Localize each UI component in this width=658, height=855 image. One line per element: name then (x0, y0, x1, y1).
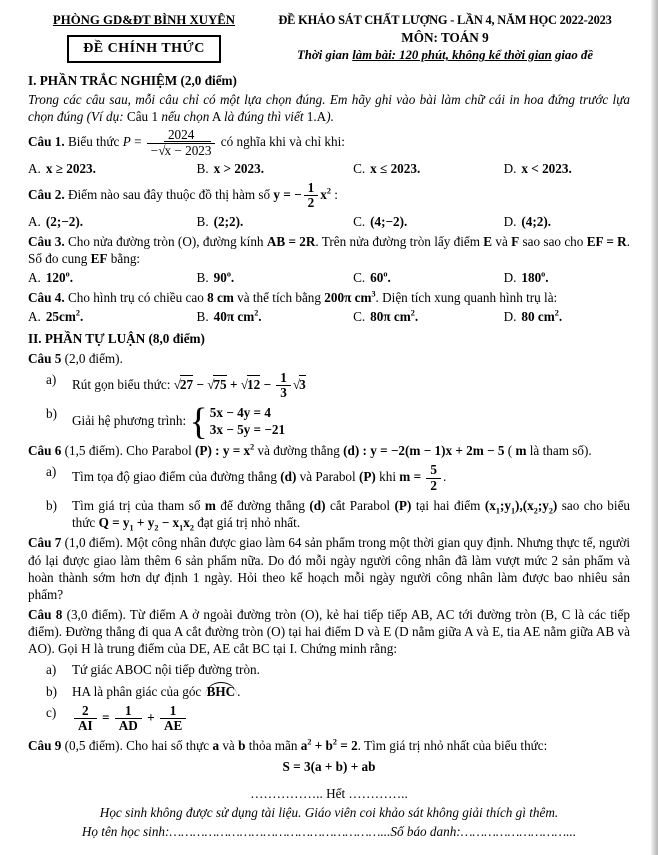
subitem-content: $\frac{2}{AI}$ = $\frac{1}{AD}$ + $\frac{1}{AE}$ (72, 704, 630, 734)
option-value: x ≤ 2023. (370, 161, 421, 177)
option-value: $25cm^2$. (45, 308, 84, 325)
option-value: 120$^o$. (45, 269, 73, 286)
question-1-options (28, 160, 630, 177)
subitem-marker: a) (46, 464, 57, 480)
question-5b (46, 400, 630, 443)
option-letter: B. (196, 161, 209, 177)
question-1-option-a (28, 160, 197, 177)
option-value: 40π $cm^2$. (213, 308, 262, 325)
header-right (260, 12, 630, 64)
exam-title: ĐỀ KHẢO SÁT CHẤT LƯỢNG - LẦN 4, NĂM HỌC 2022-2023 (278, 13, 612, 27)
question-1-option-b (197, 160, 354, 177)
option-letter: D. (503, 309, 517, 325)
question-6: Câu 6 (1,5 điểm). Cho Parabol (P) : $y = x^2$ và đường thẳng (d) : y = −2(m − 1)x + 2m − 5 ( m là tham số). (28, 442, 592, 458)
option-letter: C. (353, 161, 366, 177)
option-letter: A. (28, 270, 41, 286)
question-2-option-b (197, 213, 354, 230)
section-1-intro: Trong các câu sau, mỗi câu chỉ có một lựa chọn đúng. Em hãy ghi vào bài làm chữ cái in hoa đứng trước lựa chọn đúng (Ví dụ: Câu 1 nếu chọn A là đúng thì viết 1.A). (28, 92, 630, 125)
footer-name-line: Họ tên học sinh:………………………………………………...Số báo danh:………………………... (81, 824, 577, 840)
subitem-content: HA là phân giác của góc BHC . (72, 683, 241, 699)
subitem-marker: b) (46, 683, 57, 699)
option-value: (2;−2). (45, 213, 84, 229)
question-1-option-c (353, 160, 504, 177)
option-value: 60$^o$. (370, 269, 391, 286)
footer-note: Học sinh không được sử dụng tài liệu. Giáo viên coi khảo sát không giải thích gì thêm. (99, 805, 559, 821)
question-3-options (28, 269, 630, 286)
question-1: Câu 1. Biểu thức P = $\frac{2024}{-√x - 2023}$ có nghĩa khi và chỉ khi: (28, 127, 345, 158)
question-2-options (28, 213, 630, 230)
option-value: (2;2). (213, 213, 244, 229)
question-8: Câu 8 (3,0 điểm). Từ điểm A ở ngoài đường tròn (O), kẻ hai tiếp tiếp AB, AC tới đường tròn (B, C là các tiếp điểm). Đường thẳng đi qua A cắt đường tròn (O) tại hai điểm D và E (D nằm giữa A và E, tia AE nằm giữa AB và AO). Gọi H là trung điểm của DE, AE cắt BC tại I. Chứng minh rằng: (28, 607, 630, 657)
question-6a (46, 463, 630, 493)
question-7: Câu 7 (1,0 điểm). Một công nhân được giao làm 64 sản phẩm trong một thời gian quy định. Nhưng thực tế, người đó lại được giao làm thêm 6 sản phẩm nữa. Do đó mỗi ngày người công nhân đã làm vượt mức 2 sản phẩm và hoàn thành sớm hơn dự định 1 ngày. Hỏi theo kế hoạch mỗi ngày người công nhân làm được bao nhiêu sản phẩm? (28, 535, 630, 602)
subitem-marker: a) (46, 371, 57, 387)
question-8c (46, 704, 630, 734)
question-5a (46, 371, 630, 401)
option-value: x < 2023. (521, 161, 572, 177)
subitem-content: Giải hệ phương trình: { 5x − 4y = 4 3x − 5y = −21 (72, 400, 286, 443)
question-2-option-d (504, 213, 630, 230)
official-exam-box (67, 35, 221, 63)
option-letter: D. (503, 161, 517, 177)
question-2: Câu 2. Điểm nào sau đây thuộc đồ thị hàm số y = − $\frac{1}{2}$ $x^2$ : (28, 179, 338, 211)
option-value: (4;2). (521, 213, 552, 229)
question-9-formula: S = 3(a + b) + ab (282, 758, 376, 774)
question-3-option-c (353, 269, 504, 286)
subitem-marker: c) (46, 704, 57, 720)
option-letter: B. (196, 270, 209, 286)
exam-subject: MÔN: TOÁN 9 (401, 30, 489, 46)
subitem-content: Tìm giá trị của tham số m để đường thẳng (d) cắt Parabol (P) tại hai điểm $(x_1;y_1),(x_2;y_2)$ sao cho biểu thức $Q = y_1 + y_2 - x_1x_2$ đạt giá trị nhỏ nhất. (72, 498, 631, 533)
question-4-option-d (504, 308, 630, 325)
option-letter: D. (503, 270, 517, 286)
option-value: (4;−2). (370, 213, 408, 229)
question-3: Câu 3. Cho nửa đường tròn (O), đường kính AB = 2R. Trên nửa đường tròn lấy điểm E và F sao sao cho EF = R. Số đo cung EF bằng: (28, 233, 631, 266)
subitem-content: Rút gọn biểu thức: √27 − √75 + √12 − $\frac{1}{3}$ √3 (72, 369, 306, 401)
footer-het: …………….. Hết ………….. (250, 786, 408, 802)
option-value: 80 $cm^2$. (521, 308, 563, 325)
option-letter: B. (196, 213, 209, 229)
question-4-option-b (197, 308, 354, 325)
section-2-heading: II. PHẦN TỰ LUẬN (8,0 điểm) (28, 330, 205, 346)
question-9: Câu 9 (0,5 điểm). Cho hai số thực a và b thỏa mãn $a^2 + b^2 = 2$. Tìm giá trị nhỏ nhất của biểu thức: (28, 737, 548, 753)
option-value: 90$^o$. (213, 269, 235, 286)
question-3-option-d (504, 269, 630, 286)
question-3-option-b (197, 269, 354, 286)
header-left (28, 12, 260, 64)
option-value: 180$^o$. (521, 269, 549, 286)
question-4: Câu 4. Cho hình trụ có chiều cao 8 cm và thể tích bằng 200π $cm^3$. Diện tích xung quanh hình trụ là: (28, 289, 558, 306)
subitem-marker: b) (46, 405, 57, 421)
option-letter: A. (28, 213, 41, 229)
option-letter: A. (28, 161, 41, 177)
question-5: Câu 5 (2,0 điểm). (28, 350, 123, 366)
subitem-content: Tìm tọa độ giao điểm của đường thẳng (d) và Parabol (P) khi m = $\frac{5}{2}$ . (72, 462, 447, 493)
question-3-option-a (28, 269, 197, 286)
page-edge (651, 0, 658, 855)
section-1-heading: I. PHẦN TRẮC NGHIỆM (2,0 điểm) (28, 72, 237, 88)
question-4-options (28, 308, 630, 325)
option-value: x > 2023. (213, 161, 265, 177)
exam-time-limit: Thời gian làm bài: 120 phút, không kể thời gian giao đề (296, 48, 594, 63)
org-name: PHÒNG GD&ĐT BÌNH XUYÊN (52, 13, 236, 27)
question-4-option-c (353, 308, 504, 325)
subitem-content: Tứ giác ABOC nội tiếp đường tròn. (72, 662, 260, 678)
question-4-option-a (28, 308, 197, 325)
question-2-option-a (28, 213, 197, 230)
option-letter: A. (28, 309, 41, 325)
question-2-option-c (353, 213, 504, 230)
option-letter: B. (196, 309, 209, 325)
subitem-marker: a) (46, 662, 57, 678)
question-1-option-d (504, 160, 630, 177)
official-exam-label: ĐỀ CHÍNH THỨC (83, 40, 205, 56)
option-letter: C. (353, 309, 366, 325)
option-letter: D. (503, 213, 517, 229)
option-value: x ≥ 2023. (45, 161, 96, 177)
question-8b (46, 683, 630, 700)
option-letter: C. (353, 213, 366, 229)
question-6b (46, 497, 630, 531)
question-8a (46, 661, 630, 678)
subitem-marker: b) (46, 498, 57, 514)
option-value: 80π $cm^2$. (370, 308, 419, 325)
page-header (28, 12, 630, 64)
option-letter: C. (353, 270, 366, 286)
